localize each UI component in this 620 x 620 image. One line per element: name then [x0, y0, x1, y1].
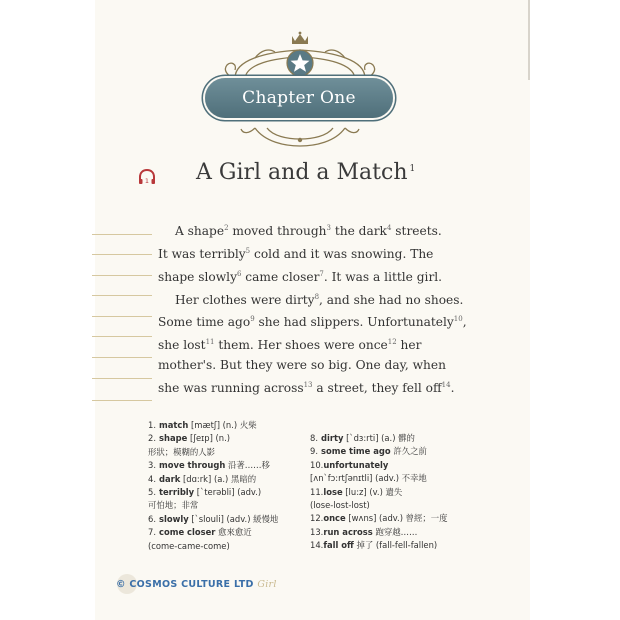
glossary-subline: (come-came-come) — [148, 540, 230, 551]
glossary-definition: [ˋdɜ:rti] (a.) 髒的 — [343, 433, 415, 443]
story-text-run: Some time ago — [158, 315, 251, 330]
glossary-word: run across — [323, 526, 373, 537]
footnote-marker: 9 — [250, 315, 255, 324]
glossary-word: lose — [323, 486, 343, 497]
story-text-run: came closer — [241, 269, 320, 284]
page-edge — [528, 0, 530, 80]
story-line — [158, 356, 458, 376]
glossary-item — [310, 539, 480, 552]
glossary-item — [148, 459, 308, 472]
note-line — [92, 357, 152, 358]
chapter-banner — [205, 78, 393, 118]
glossary-definition: 沿著……移 — [225, 460, 270, 471]
story-text-run: a street, they fell off — [312, 381, 442, 396]
glossary-definition: [ˋslouli] (adv.) 緩慢地 — [188, 513, 279, 524]
glossary-definition: [wʌns] (adv.) 曾經；一度 — [345, 513, 448, 524]
story-line — [158, 376, 458, 399]
glossary-number: 13. — [310, 526, 324, 537]
footnote-marker: 8 — [314, 292, 320, 301]
glossary-number: 5. — [148, 487, 156, 498]
story-title: A Girl and a Match $^1$ — [196, 160, 416, 185]
footnote-marker: 10 — [453, 315, 463, 324]
note-line — [92, 234, 152, 235]
glossary-word: move through — [159, 460, 226, 471]
glossary-column-right — [310, 432, 480, 553]
title-footnote: 1 — [409, 163, 416, 174]
story-text-run: them. Her shoes were once — [214, 338, 388, 353]
footnote-marker: 2 — [224, 224, 229, 232]
glossary-definition: [dɑ:rk] (a.) 黑暗的 — [180, 473, 257, 484]
glossary-item — [148, 419, 308, 432]
glossary-item — [310, 432, 480, 445]
glossary-item — [310, 512, 480, 525]
glossary-number: 12. — [310, 513, 324, 524]
story-line — [158, 265, 458, 288]
footnote-marker: 7 — [319, 269, 324, 278]
glossary-column-left — [148, 419, 308, 553]
story-line — [158, 333, 458, 356]
footnote-marker: 4 — [386, 224, 392, 232]
glossary-number: 1. — [148, 420, 156, 430]
glossary-number: 11. — [310, 486, 324, 497]
headphones-icon[interactable] — [138, 168, 156, 186]
story-text-run: mother's. But they were so big. One day, when — [158, 358, 446, 373]
story-text-run: her — [396, 338, 422, 353]
glossary-word: dirty — [321, 433, 344, 443]
story-text-run: , — [462, 315, 467, 330]
story-text-run: . — [450, 381, 455, 396]
story-line — [158, 242, 458, 265]
story-text-run: . It was a little girl. — [323, 269, 443, 284]
story-text-run: shape slowly — [158, 269, 237, 284]
story-text-run: she had slippers. Unfortunately — [254, 315, 454, 330]
glossary-number: 6. — [148, 513, 156, 524]
glossary-word: come closer — [159, 527, 216, 538]
glossary-number: 7. — [148, 527, 156, 538]
glossary-definition: 愈來愈近 — [215, 527, 252, 538]
glossary-number: 9. — [310, 446, 318, 457]
glossary-item — [148, 432, 308, 445]
note-line — [92, 336, 152, 337]
glossary-item — [148, 513, 308, 526]
story-text-run: It was terribly — [158, 246, 246, 261]
footnote-marker: 12 — [387, 338, 397, 347]
glossary-word: terribly — [159, 487, 195, 498]
footnote-marker: 3 — [326, 224, 331, 232]
footnote-marker: 14 — [441, 380, 451, 389]
publisher-credit: © COSMOS CULTURE LTD — [116, 579, 254, 590]
story-text-run: she lost — [158, 338, 206, 353]
story-line — [158, 219, 458, 242]
glossary-item — [148, 473, 308, 486]
glossary-item — [310, 445, 480, 458]
story-text — [158, 219, 467, 399]
glossary-word: unfortunately — [323, 459, 389, 470]
glossary-number: 2. — [148, 433, 156, 444]
glossary-subline: 可怕地；非常 — [148, 500, 199, 511]
story-text-run: cold and it was snowing. The — [250, 246, 434, 261]
glossary-definition: [lu:z] (v.) 遺失 — [342, 486, 403, 497]
glossary-subline: (lose-lost-lost) — [310, 500, 370, 511]
note-line — [92, 378, 152, 379]
glossary-item — [310, 486, 480, 499]
story-line — [158, 310, 467, 333]
glossary-subline: 形狀；模糊的人影 — [148, 446, 215, 457]
glossary-word: match — [159, 420, 189, 430]
story-line — [158, 288, 464, 311]
story-text-run: streets. — [391, 224, 442, 239]
glossary-word: fall off — [323, 540, 354, 551]
glossary-subline: [ʌnˋfɔ:rtʃənɪtli] (adv.) 不幸地 — [310, 473, 427, 484]
glossary-word: once — [323, 513, 346, 524]
glossary-word: dark — [159, 473, 181, 484]
note-line — [92, 316, 152, 317]
note-line — [92, 295, 152, 296]
glossary-number: 14. — [310, 540, 324, 551]
footnote-marker: 6 — [236, 269, 242, 278]
running-title-fragment: Girl — [257, 579, 277, 590]
glossary-word: slowly — [159, 513, 189, 524]
story-text-run: moved through — [228, 224, 327, 239]
footer — [116, 579, 277, 590]
glossary-definition: 許久之前 — [390, 446, 427, 457]
glossary-word: shape — [159, 433, 188, 444]
story-text-run: the dark — [330, 224, 387, 239]
note-line — [92, 400, 152, 401]
glossary-definition: [ʃeɪp] (n.) — [187, 433, 231, 444]
story-text-run: she was running across — [158, 381, 304, 396]
glossary-definition: 掉了 (fall-fell-fallen) — [353, 540, 438, 551]
glossary-number: 8. — [310, 433, 318, 443]
chapter-label: Chapter One — [242, 88, 356, 108]
footnote-marker: 5 — [245, 246, 251, 255]
footnote-marker: 13 — [303, 380, 313, 389]
story-text-run: Her clothes were dirty — [175, 292, 315, 307]
glossary-number: 4. — [148, 473, 156, 484]
glossary-item — [148, 526, 308, 539]
glossary-item — [310, 526, 480, 539]
note-line — [92, 254, 152, 255]
glossary-word: some time ago — [321, 446, 391, 457]
footnote-marker: 11 — [205, 338, 215, 347]
story-text-run: , and she had no shoes. — [319, 292, 464, 307]
note-line — [92, 275, 152, 276]
glossary-definition: [ˋterəbli] (adv.) — [194, 487, 262, 498]
story-text-run: A shape — [175, 224, 225, 239]
glossary-number: 10. — [310, 459, 324, 470]
glossary-definition: 跑穿越…… — [372, 526, 418, 537]
glossary-item — [148, 486, 308, 499]
glossary-definition: [mætʃ] (n.) 火柴 — [188, 420, 257, 430]
glossary-number: 3. — [148, 460, 156, 471]
svg-text:1: 1 — [144, 177, 150, 185]
glossary-item — [310, 459, 480, 472]
